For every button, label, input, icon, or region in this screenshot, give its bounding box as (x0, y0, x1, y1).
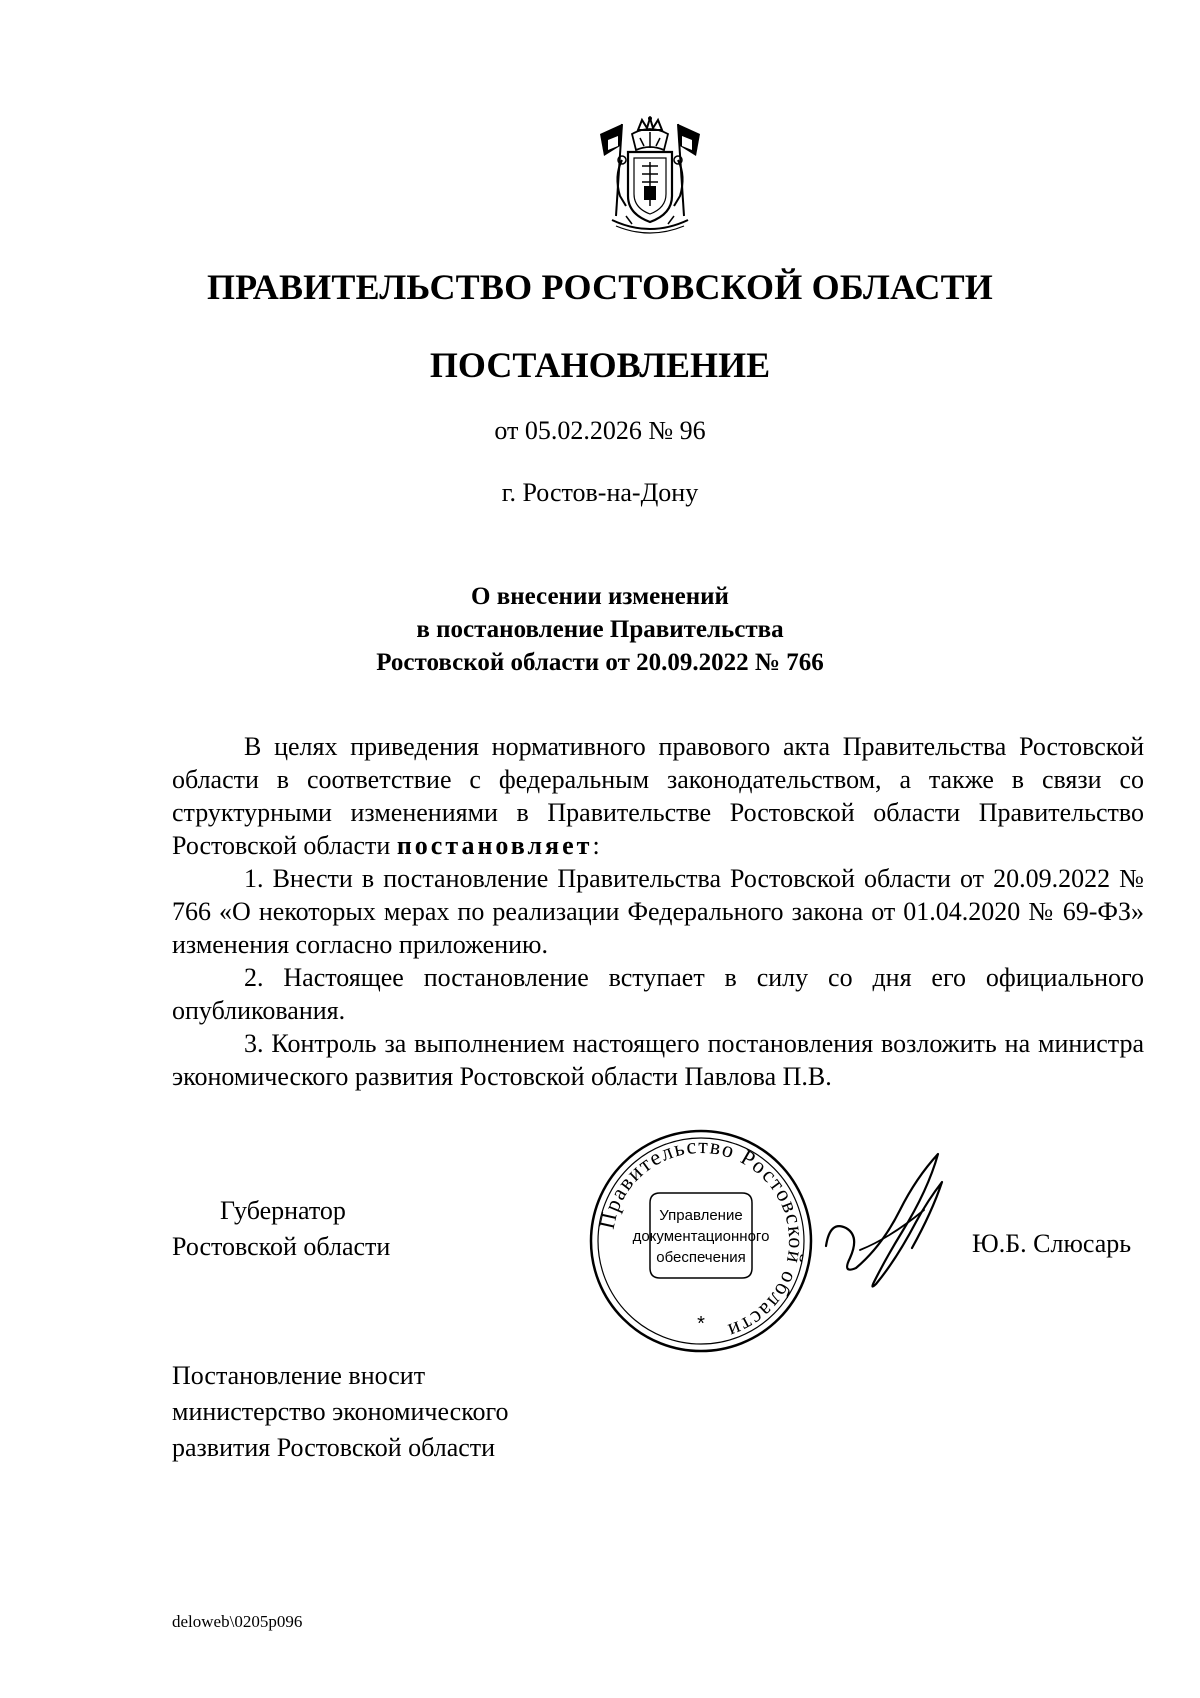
subject-line-3: Ростовской области от 20.09.2022 № 766 (376, 649, 824, 676)
seal-star: * (697, 1313, 705, 1335)
official-seal (588, 1128, 814, 1354)
signatory-name: Ю.Б. Слюсарь (972, 1229, 1132, 1258)
body-paragraph-2: 2. Настоящее постановление вступает в силу со дня его официального опубликования. (172, 963, 1144, 1025)
body-paragraph-1: 1. Внести в постановление Правительства Ростовской области от 20.09.2022 № 766 «О некоторых мерах по реализации Федерального закона от 01.04.2020 № 69-ФЗ» изменения согласно приложению. (172, 864, 1144, 959)
subject-line-1: О внесении изменений (471, 583, 729, 610)
body-paragraph-preamble (172, 730, 1144, 862)
body-paragraph-3: 3. Контроль за выполнением настоящего постановления возложить на министра экономического развития Ростовской области Павлова П.В. (172, 1029, 1144, 1091)
position-line-1: Губернатор (220, 1196, 346, 1225)
seal-center-line-3: обеспечения (656, 1249, 746, 1266)
preamble-colon: : (592, 831, 600, 860)
seal-center-line-1: Управление (659, 1207, 743, 1224)
document-city: г. Ростов-на-Дону (501, 478, 699, 507)
document-date-number: от 05.02.2026 № 96 (494, 416, 706, 445)
resolves-word: постановляет (396, 831, 593, 860)
seal-ring-text: Правительство Ростовской области (593, 1132, 810, 1345)
coat-of-arms-icon (592, 116, 708, 238)
government-title: ПРАВИТЕЛЬСТВО РОСТОВСКОЙ ОБЛАСТИ (206, 267, 994, 307)
introduced-line-1: Постановление вносит (172, 1361, 426, 1390)
document-body (172, 730, 1144, 1093)
position-line-2: Ростовской области (172, 1232, 391, 1261)
introduced-line-2: министерство экономического (172, 1397, 509, 1426)
footer-document-code: deloweb\0205p096 (172, 1612, 303, 1631)
document-kind: ПОСТАНОВЛЕНИЕ (429, 345, 771, 385)
preamble-text: В целях приведения нормативного правового акта Правительства Ростовской области в соответствие с федеральным законодательством, а также в связи со структурными изменениями в Правительстве Ростовской области Правительство Ростовской области (172, 732, 1144, 860)
introduced-by (172, 1358, 509, 1466)
subject-line-2: в постановление Правительства (416, 616, 784, 643)
introduced-line-3: развития Ростовской области (172, 1433, 496, 1462)
signatory-position (172, 1193, 390, 1265)
handwritten-signature (820, 1150, 960, 1300)
seal-center-line-2: документационного (632, 1228, 770, 1245)
document-subject (0, 580, 1200, 679)
